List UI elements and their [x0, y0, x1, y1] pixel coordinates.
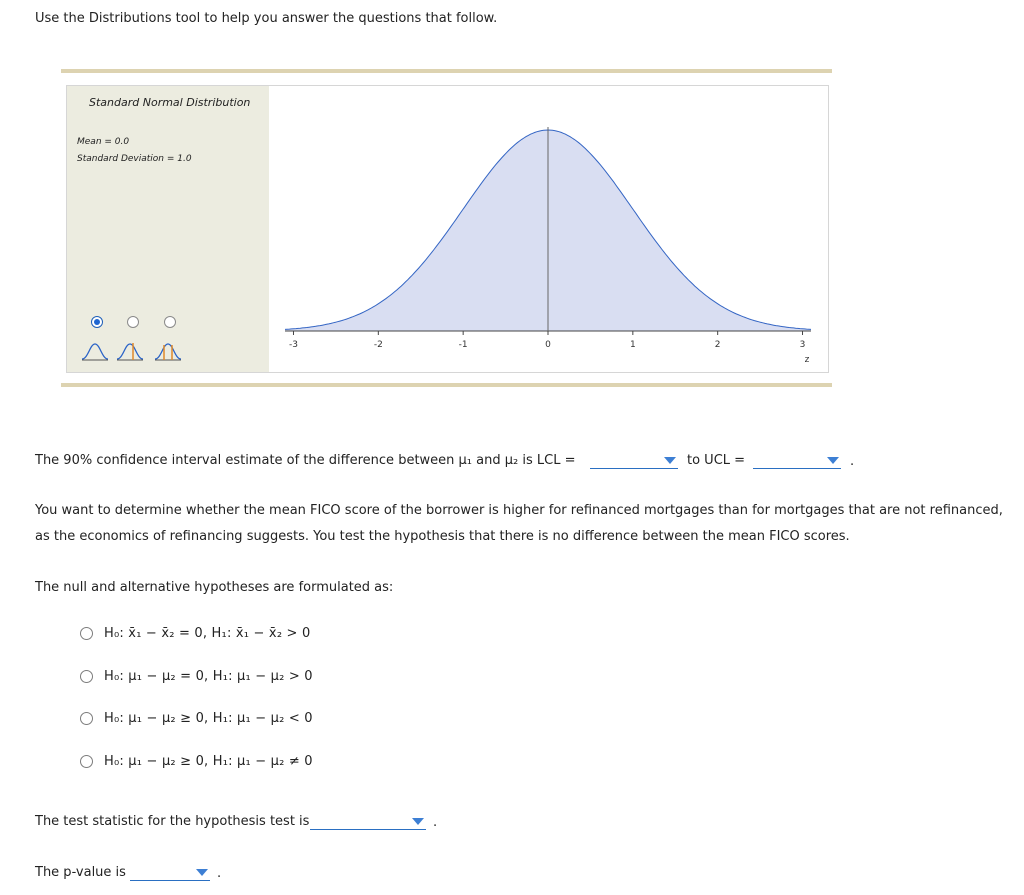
- x-tick-label: 0: [545, 340, 551, 350]
- tool-title: Standard Normal Distribution: [89, 96, 251, 109]
- ci-period: .: [850, 454, 855, 469]
- mean-label: Mean = 0.0: [77, 137, 130, 147]
- hypothesis-option-4[interactable]: H₀: μ₁ − μ₂ ≥ 0, H₁: μ₁ − μ₂ ≠ 0: [104, 754, 313, 769]
- scenario-line-2: as the economics of refinancing suggests. You test the hypothesis that there is no difference between the mean FICO scores.: [35, 529, 850, 544]
- p-value-label: The p-value is: [35, 865, 126, 880]
- lcl-dropdown[interactable]: [590, 452, 678, 469]
- chevron-down-icon: [827, 457, 839, 464]
- p-value-period: .: [217, 866, 222, 881]
- x-tick-label: 2: [714, 340, 721, 350]
- chevron-down-icon: [412, 818, 424, 825]
- x-tick-label: 1: [629, 340, 636, 350]
- intro-text: Use the Distributions tool to help you answer the questions that follow.: [35, 11, 498, 26]
- mode-radio-two-tail[interactable]: [164, 316, 176, 328]
- test-statistic-period: .: [433, 815, 438, 830]
- x-axis-label: z: [804, 355, 810, 365]
- hypothesis-radio-1[interactable]: [80, 627, 93, 640]
- chevron-down-icon: [664, 457, 676, 464]
- divider-bottom: [61, 383, 832, 387]
- scenario-line-1: You want to determine whether the mean FICO score of the borrower is higher for refinanced mortgages than for mortgages that are not refinanced,: [35, 503, 1003, 518]
- sd-label: Standard Deviation = 1.0: [77, 154, 192, 164]
- mode-radio-density[interactable]: [91, 316, 103, 328]
- x-tick-label: -2: [373, 340, 383, 350]
- x-axis-ticks: [289, 331, 805, 350]
- chevron-down-icon: [196, 869, 208, 876]
- normal-curve-icon[interactable]: [80, 339, 110, 363]
- hypothesis-radio-2[interactable]: [80, 670, 93, 683]
- mode-radio-left-tail[interactable]: [127, 316, 139, 328]
- hypothesis-radio-3[interactable]: [80, 712, 93, 725]
- hypothesis-option-2[interactable]: H₀: μ₁ − μ₂ = 0, H₁: μ₁ − μ₂ > 0: [104, 669, 313, 684]
- tool-control-panel: [67, 86, 269, 372]
- x-tick-label: -3: [288, 340, 298, 350]
- normal-distribution-chart[interactable]: [270, 86, 827, 372]
- ucl-dropdown[interactable]: [753, 452, 841, 469]
- hypotheses-prompt: The null and alternative hypotheses are formulated as:: [35, 580, 394, 595]
- hypothesis-option-3[interactable]: H₀: μ₁ − μ₂ ≥ 0, H₁: μ₁ − μ₂ < 0: [104, 711, 313, 726]
- ci-question: The 90% confidence interval estimate of the difference between μ₁ and μ₂ is LCL =: [35, 453, 576, 468]
- hypothesis-option-1[interactable]: H₀: x̄₁ − x̄₂ = 0, H₁: x̄₁ − x̄₂ > 0: [104, 626, 311, 641]
- distributions-tool: [66, 85, 829, 373]
- hypothesis-radio-4[interactable]: [80, 755, 93, 768]
- p-value-dropdown[interactable]: [130, 864, 210, 881]
- normal-left-tail-icon[interactable]: [115, 339, 145, 363]
- test-statistic-dropdown[interactable]: [310, 813, 426, 830]
- ci-ucl-label: to UCL =: [687, 453, 746, 468]
- x-tick-label: 3: [799, 340, 806, 350]
- x-tick-label: -1: [458, 340, 468, 350]
- divider-top: [61, 69, 832, 73]
- test-statistic-label: The test statistic for the hypothesis test is: [35, 814, 310, 829]
- normal-two-tail-icon[interactable]: [153, 339, 183, 363]
